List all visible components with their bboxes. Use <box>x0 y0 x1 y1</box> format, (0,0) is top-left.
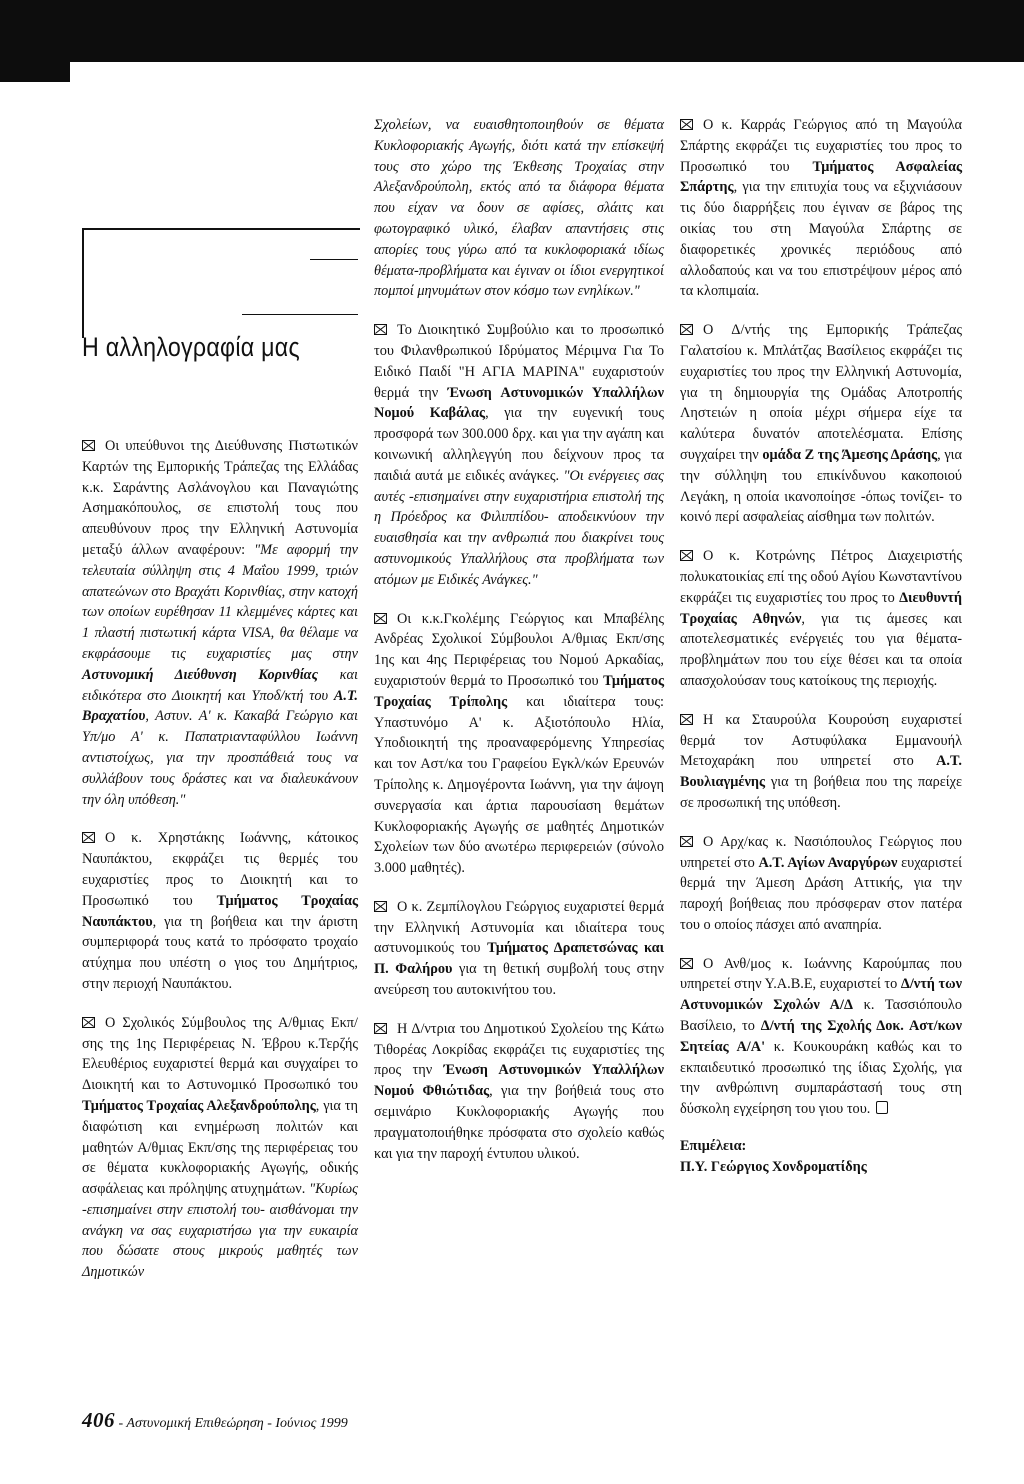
letter-terzis: Ο Σχολικός Σύμβουλος της Α/θμιας Εκπ/σης της 1ης Περιφέρειας Ν. Έβρου κ.Τερζής Ελευθέριος ευχαριστεί θερμά και συγχαίρει το Διοικητή και το Αστυνομικό Προσωπικό του Τμήματος Τροχαίας Αλεξανδρούπολης, για τη διαφώτιση και ενημέρωση πολιτών και μαθητών Α/θμιας Εκπ/σης της περιφέρειας του σε θέματα κυκλοφοριακής Αγωγής, οδικής ασφάλειας και πρόληψης ατυχημάτων. "Κυρίως -επισημαίνει στην επιστολή του- αισθάνομαι την ανάγκη να σας ευχαριστήσω για την ευκαιρία που δώσατε στους μικρούς μαθητές των Δημοτικών <box>82 1014 358 1281</box>
letter-karoumpas: Ο Ανθ/μος κ. Ιωάννης Καρούμπας που υπηρετεί στην Υ.Α.Β.Ε, ευχαριστεί το Δ/ντή των Αστυνομικών Σχολών Α/Δ κ. Τασσιόπουλο Βασίλειο, το Δ/ντή της Σχολής Δοκ. Αστ/κων Σητείας Α/Α' κ. Κουκουράκη καθώς και το εκπαιδευτικό προσωπικό της ίδιας Σχολής, για την ανθρώπινη συμπαράστασή τους στη δύσκολη εγχείρηση του γιου του. <box>680 955 962 1118</box>
title-frame-left <box>82 228 84 338</box>
letter-mark-icon <box>82 440 95 451</box>
section-title: Η αλληλογραφία μας <box>82 332 300 362</box>
letter-mark-icon <box>82 1017 95 1028</box>
letter-blatzas: Ο Δ/ντής της Εμπορικής Τράπεζας Γαλατσίου κ. Μπλάτζας Βασίλειος εκφράζει τις ευχαριστίες του προς την Ελληνική Αστυνομία, για τη δημιουργία της Ομάδας Αποτροπής Ληστειών η οποία μέχρι σήμερα είχε τα καλύτερα δυνατόν αποτελέσματα. Επίσης συγχαίρει την ομάδα Ζ της Άμεσης Δράσης, για την σύλληψη του επικίνδυνου κακοποιού Λεγάκη, η οποία ικανοποίησε -όπως τονίζει- το κοινό περί ασφαλείας αίσθημα των πολιτών. <box>680 322 962 526</box>
letter-mark-icon <box>374 1023 387 1034</box>
letter-mark-icon <box>374 901 387 912</box>
letter-mark-icon <box>374 613 387 624</box>
letter-arkadia-advisors: Οι κ.κ.Γκολέμης Γεώργιος και Μπαβέλης Ανδρέας Σχολικοί Σύμβουλοι Α/θμιας Εκπ/σης 1ης και 4ης Περιφέρειας του Νομού Αρκαδίας, ευχαριστούν θερμά το Προσωπικό του Τμήματος Τροχαίας Τρίπολης και ιδιαίτερα τους: Υπαστυνόμο Α' κ. Αξιοτόπουλο Ηλία, Υποδιοικητή της προαναφερόμενης Υπηρεσίας και τον Αστ/κα του Γραφείου Εγκλ/κών Ερευνών Τρίπολης κ. Δημογέροντα Ιωάννη, για την άψογη συνεργασία και άρτια παρουσίαση θεμάτων Κυκλοφοριακής Αγωγής σε μαθητές Δημοτικών Σχολείων των δύο ανωτέρω περιφερειών (σύνολο 3.000 μαθητές). <box>374 610 664 877</box>
letter-nasiopoulos: Ο Αρχ/κας κ. Νασιόπουλος Γεώργιος που υπηρετεί στο Α.Τ. Αγίων Αναργύρων ευχαριστεί θερμά την Άμεση Δράση Αττικής, για την παροχή βοήθειας που πρόσφεραν στον πατέρα του ο οποίος πάσχει από αναπηρία. <box>680 833 962 933</box>
end-of-article-icon <box>876 1101 888 1114</box>
title-frame-top <box>82 228 360 230</box>
page-number: 406 <box>82 1408 115 1432</box>
letter-terzis-continued: Σχολείων, να ευαισθητοποιηθούν σε θέματα Κυκλοφοριακής Αγωγής, διότι κατά την επίσκεψή τους στο χώρο της Έκθεσης Τροχαίας στην Αλεξανδρούπολη, εκτός από τα διάφορα θέματα που είχαν να δουν σε αφίσες, σλάιτς και φωτογραφικό υλικό, έλαβαν απαντήσεις στις απορίες τους γύρω από τα κυκλοφοριακά ιδίως θέματα-προβλήματα και έγιναν οι ίδιοι ενεργητικοί πομποί μηνυμάτων στον κόσμο των ενηλίκων." <box>374 117 664 300</box>
credit-label: Επιμέλεια: <box>680 1138 747 1155</box>
letter-tithorea-school: Η Δ/ντρια του Δημοτικού Σχολείου της Κάτω Τιθορέας Λοκρίδας εκφράζει τις ευχαριστίες της προς την Ένωση Αστυνομικών Υπαλλήλων Νομού Φθιώτιδας, για την βοήθειά τους στο σεμινάριο Κυκλοφοριακής Αγωγής που πραγματοποιήθηκε πρόσφατα στο σχολείο καθώς και για την παροχή έντυπου υλικού. <box>374 1020 664 1162</box>
column-2 <box>374 115 664 1164</box>
top-black-band <box>0 0 1024 62</box>
decorative-rule-mid <box>242 314 358 315</box>
letter-bank-cards: Οι υπεύθυνοι της Διεύθυνσης Πιστωτικών Καρτών της Εμπορικής Τράπεζας της Ελλάδας κ.κ. Σαράντης Ασλάνογλου και Παναγιώτης Ασημακόπουλος, σε επιστολή τους που απευθύνουν προς την Ελληνική Αστυνομία μεταξύ άλλων αναφέρουν: "Με αφορμή την τελευταία σύλληψη στις 4 Μαΐου 1999, τριών απατεώνων στο Βραχάτι Κορινθίας, στην κατοχή των οποίων ευρέθησαν 11 κλεμμένες κάρτες και 1 πλαστή πιστωτική κάρτα VISA, θα θέλαμε να εκφράσουμε τις ευχαριστίες μας στην Αστυνομική Διεύθυνση Κορινθίας και ειδικότερα στο Διοικητή και Υποδ/κτή του Α.Τ. Βραχατίου, Αστυν. Α' κ. Κακαβά Γεώργιο και Υπ/μο Α' κ. Παπατριανταφύλλου Ιωάννη αντιστοίχως, για την προσπάθειά τους να συλλάβουν τους δράστες και να διαλευκάνουν την όλη υπόθεση." <box>82 438 359 808</box>
letter-karras: Ο κ. Καρράς Γεώργιος από τη Μαγούλα Σπάρτης εκφράζει τις ευχαριστίες του προς το Προσωπικό του Τμήματος Ασφαλείας Σπάρτης, για την επιτυχία τους να εξιχνιάσουν τις δύο διαρρήξεις που έγιναν σε βάρος της οικίας του στη Μαγούλα Σπάρτης σε διαφορετικές χρονικές περιόδους από αλλοδαπούς και να του επιστρέψουν μέρος από τα κλοπιμαία. <box>680 117 962 300</box>
column-1 <box>82 436 358 1283</box>
letter-mark-icon <box>374 324 387 335</box>
letter-mark-icon <box>680 958 693 969</box>
letter-mark-icon <box>680 550 693 561</box>
page-footer <box>82 1408 582 1433</box>
letter-kourousi: Η κα Σταυρούλα Κουρούση ευχαριστεί θερμά τον Αστυφύλακα Εμμανουήλ Μετοχαράκη που υπηρετεί στο Α.Τ. Βουλιαγμένης για τη βοήθεια που της παρείχε σε προσωπική της υπόθεση. <box>680 711 962 811</box>
decorative-rule-short <box>310 259 358 260</box>
credit-name: Π.Υ. Γεώργιος Χονδροματίδης <box>680 1158 867 1175</box>
publication-line: - Αστυνομική Επιθεώρηση - Ιούνιος 1999 <box>118 1416 348 1431</box>
left-black-band <box>0 0 70 82</box>
letter-kotronis: Ο κ. Κοτρώνης Πέτρος Διαχειριστής πολυκατοικίας επί της οδού Αγίου Κωνσταντίνου εκφράζει τις ευχαριστίες του προς το Διευθυντή Τροχαίας Αθηνών, για τις άμεσες και αποτελεσματικές ενέργειές του για θέματα-προβλημάτων που του είχε θέσει και τα οποία απασχολούσαν τους κατοίκους της περιοχής. <box>680 548 962 689</box>
letter-mark-icon <box>680 714 693 725</box>
letter-mark-icon <box>680 836 693 847</box>
letter-zempiloglou: Ο κ. Ζεμπίλογλου Γεώργιος ευχαριστεί θερμά την Ελληνική Αστυνομία και ιδιαίτερα τους αστυνομικούς του Τμήματος Δραπετσώνας και Π. Φαλήρου για τη θετική συμβολή τους στην ανεύρεση του αυτοκινήτου του. <box>374 898 664 999</box>
letter-mark-icon <box>82 832 95 843</box>
column-3 <box>680 115 962 1178</box>
letter-mark-icon <box>680 324 693 335</box>
letter-christakis: Ο κ. Χρηστάκης Ιωάννης, κάτοικος Ναυπάκτου, εκφράζει τις θερμές του ευχαριστίες προς το Διοικητή και το Προσωπικό του Τμήματος Τροχαίας Ναυπάκτου, για τη βοήθεια και την άριστη συμπεριφορά τους κατά το πρόσφατο τροχαίο ατύχημα που υπέστη ο γιος του Δημήτριος, στην περιοχή Ναυπάκτου. <box>82 830 358 992</box>
letter-agia-marina: Το Διοικητικό Συμβούλιο και το προσωπικό του Φιλανθρωπικού Ιδρύματος Μέριμνα Για Το Ειδικό Παιδί "Η ΑΓΙΑ ΜΑΡΙΝΑ" ευχαριστούν θερμά την Ένωση Αστυνομικών Υπαλλήλων Νομού Καβάλας, για την ευγενική τους προσφορά των 300.000 δρχ. και για την αγάπη και κοινωνική αλληλεγγύη που δείχνουν προς τα παιδιά αυτά με ειδικές ανάγκες. "Οι ενέργειες σας αυτές -επισημαίνει στην ευχαριστήρια επιστολή της η Πρόεδρος κα Φιλιππίδου- αποδεικνύουν την ευαισθησία και την ανθρωπιά που διακρίνει τους αστυνομικούς Υπαλλήλους στα προβλήματα των ατόμων με Ειδικές Ανάγκες." <box>374 322 664 588</box>
letter-mark-icon <box>680 119 693 130</box>
